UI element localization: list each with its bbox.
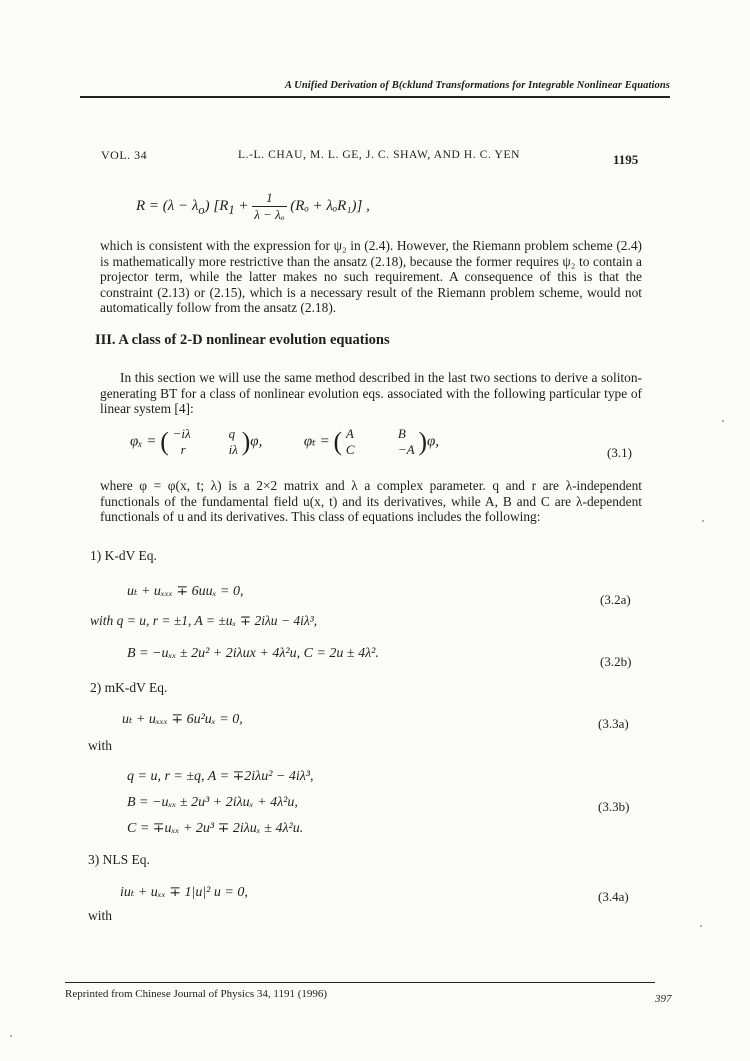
item-kdv: 1) K-dV Eq. xyxy=(90,548,157,563)
reprint-note: Reprinted from Chinese Journal of Physics 34, 1191 (1996) xyxy=(65,988,328,1000)
equation-number: (3.4a) xyxy=(598,889,629,904)
equation-3-3b-line3: C = ∓uₓₓ + 2u³ ∓ 2iλuₓ ± 4λ²u. xyxy=(127,821,304,836)
header-rule xyxy=(80,96,670,98)
journal-page-number: 1195 xyxy=(613,152,639,167)
equation-3-1: φₓ = ( −iλ q r iλ )φ, φₜ = ( A B C −A )φ, xyxy=(130,426,440,457)
equation-3-3a: uₜ + uₓₓₓ ∓ 6u²uₓ = 0, xyxy=(122,712,243,727)
item-mkdv: 2) mK-dV Eq. xyxy=(90,680,168,695)
equation-3-2b: B = −uₓₓ ± 2u² + 2iλux + 4λ²u, C = 2u ± 4λ². xyxy=(127,646,379,661)
scan-speck xyxy=(10,1035,12,1037)
paragraph-riemann: which is consistent with the expression for ψ₂ in (2.4). However, the Riemann problem scheme (2.4) is mathematically more restrictive than the ansatz (2.18), because the former requires ψ₂ to contain a projector term, while the latter makes no such requirement. A consequence of this is that the constraint (2.13) or (2.15), which is a necessary result of the Riemann problem scheme, would not automatically follow from the ansatz (2.18). xyxy=(100,238,642,316)
equation-number: (3.1) xyxy=(607,445,632,460)
equation-number: (3.3b) xyxy=(598,799,630,814)
equation-3-3b-line2: B = −uₓₓ ± 2u³ + 2iλuₓ + 4λ²u, xyxy=(127,795,298,810)
running-title: A Unified Derivation of B(cklund Transformations for Integrable Nonlinear Equations xyxy=(284,80,670,91)
fraction: $\frac{1}{\text{λ − λₒ}}$ xyxy=(254,190,285,222)
scan-speck xyxy=(700,925,702,927)
with-label: with xyxy=(88,908,113,923)
with-label: with xyxy=(88,738,113,753)
book-page-number: 397 xyxy=(655,993,672,1005)
footer-rule xyxy=(65,982,655,983)
paragraph-definitions: where φ = φ(x, t; λ) is a 2×2 matrix and λ a complex parameter. q and r are λ-independent functionals of the fundamental field u(x, t) and its derivatives, while A, B and C are λ-dependent functionals of u and its derivatives. This class of equations includes the following: xyxy=(100,478,642,525)
equation-number: (3.3a) xyxy=(598,716,629,731)
equation-3-4a: iuₜ + uₓₓ ∓ 1|u|² u = 0, xyxy=(120,885,248,900)
scan-speck xyxy=(702,520,704,522)
paragraph-intro: In this section we will use the same method described in the last two sections to derive a soliton-generating BT for a class of nonlinear evolution eqs. associated with the following particular type of linear system [4]: xyxy=(100,370,642,417)
equation-number: (3.2b) xyxy=(600,654,632,669)
equation-number: (3.2a) xyxy=(600,592,631,607)
equation-R: $R = (\lambda - \lambda_o)$ [$R_1$ + $\frac{1}{\text{λ − λₒ}}$ (Rₒ + λₒR₁)] , xyxy=(136,190,370,222)
scan-speck xyxy=(722,420,724,422)
volume-label: VOL. 34 xyxy=(101,148,148,162)
section-heading: III. A class of 2-D nonlinear evolution equations xyxy=(95,332,390,348)
author-line: L.-L. CHAU, M. L. GE, J. C. SHAW, AND H. C. YEN xyxy=(238,149,520,161)
item-nls: 3) NLS Eq. xyxy=(88,852,150,867)
equation-3-3b-line1: q = u, r = ±q, A = ∓2iλu² − 4iλ³, xyxy=(127,769,314,784)
equation-3-2-with: with q = u, r = ±1, A = ±uₓ ∓ 2iλu − 4iλ³, xyxy=(90,613,318,628)
equation-3-2a: uₜ + uₓₓₓ ∓ 6uuₓ = 0, xyxy=(127,584,244,599)
